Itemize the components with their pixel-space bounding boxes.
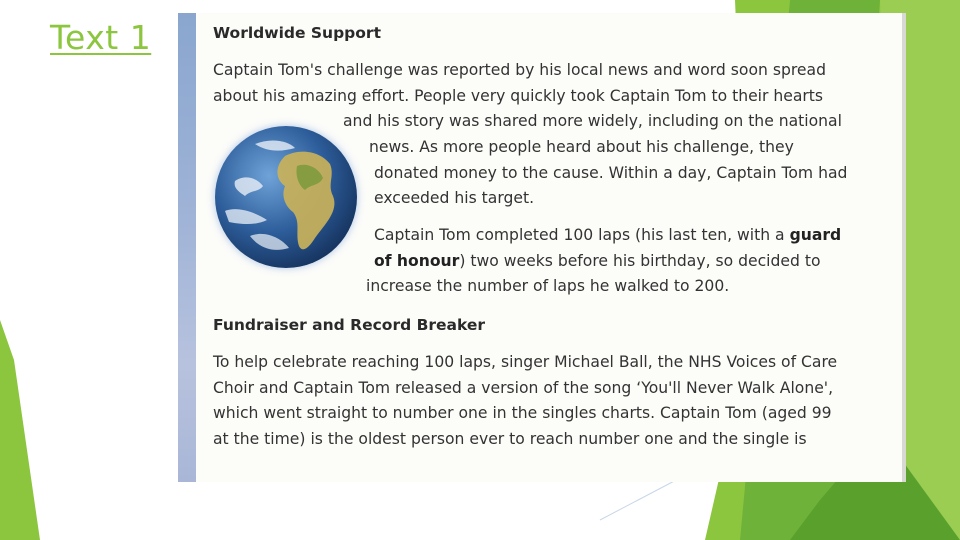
text-line: and his story was shared more widely, including on the national <box>343 112 842 130</box>
text-line: To help celebrate reaching 100 laps, singer Michael Ball, the NHS Voices of Care <box>213 353 838 371</box>
earth-globe-icon <box>215 126 357 268</box>
page-right-edge <box>902 13 906 482</box>
text-line: Captain Tom's challenge was reported by his local news and word soon spread <box>213 61 826 79</box>
text-line <box>374 226 841 244</box>
bold-term: of honour <box>374 252 460 270</box>
text-line: Choir and Captain Tom released a version of the song ‘You'll Never Walk Alone', <box>213 379 834 397</box>
earth-globe-image <box>215 126 357 268</box>
section-heading-worldwide-support: Worldwide Support <box>213 24 381 42</box>
text-line: exceeded his target. <box>374 189 535 207</box>
page-left-edge <box>178 13 196 482</box>
thin-decor-line <box>600 478 680 520</box>
section-heading-fundraiser: Fundraiser and Record Breaker <box>213 316 486 334</box>
text-line: news. As more people heard about his challenge, they <box>369 138 794 156</box>
green-facet-left <box>0 320 40 540</box>
text-line: which went straight to number one in the singles charts. Captain Tom (aged 99 <box>213 404 832 422</box>
text-line: about his amazing effort. People very quickly took Captain Tom to their hearts <box>213 87 824 105</box>
document-page <box>196 13 902 482</box>
slide-title: Text 1 <box>50 18 152 57</box>
text-span: ) two weeks before his birthday, so decided to <box>459 252 821 270</box>
text-span: Captain Tom completed 100 laps (his last ten, with a <box>374 226 790 244</box>
text-line: at the time) is the oldest person ever to reach number one and the single is <box>213 430 807 448</box>
text-line: donated money to the cause. Within a day, Captain Tom had <box>374 164 848 182</box>
text-line: increase the number of laps he walked to 200. <box>366 277 730 295</box>
bold-term: guard <box>789 226 842 244</box>
text-line <box>374 252 821 270</box>
